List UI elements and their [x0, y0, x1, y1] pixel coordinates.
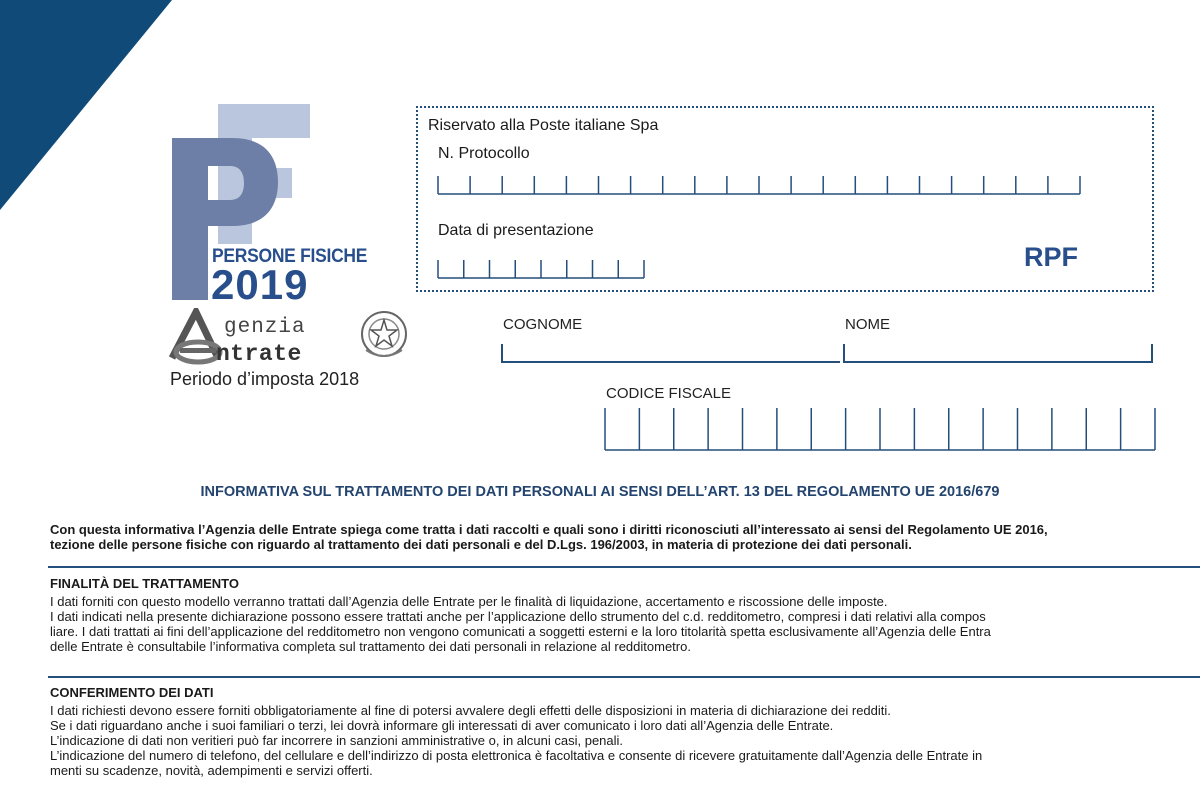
- section-body-finalita: [50, 594, 991, 654]
- body-line: Se i dati riguardano anche i suoi familiari o terzi, lei dovrà informare gli interessati di aver comunicato i loro dati all’Agenzia delle Entrate.: [50, 718, 834, 733]
- intro-line: Con questa informativa l’Agenzia delle Entrate spiega come tratta i dati raccolti e quali sono i diritti riconosciuti all’interessato ai sensi del Regolamento UE 2016,: [50, 522, 1048, 537]
- agency-name-line1: genzia: [224, 316, 306, 339]
- pf-logo: [160, 104, 410, 394]
- agency-name-line2: ntrate: [216, 341, 302, 367]
- privacy-intro: [50, 522, 1048, 552]
- tax-code-label: CODICE FISCALE: [606, 385, 732, 402]
- submission-date-field[interactable]: [436, 256, 646, 280]
- surname-field[interactable]: [500, 340, 842, 366]
- section-body-conferimento: [50, 703, 982, 778]
- body-line: L’indicazione del numero di telefono, del cellulare e dell’indirizzo di posta elettronica è facoltativa e consente di ricevere gratuitamente dall’Agenzia delle Entrate in: [50, 748, 983, 763]
- intro-line: tezione delle persone fisiche con riguardo al trattamento dei dati personali e del D.Lgs. 196/2003, in materia di protezione dei dati personali.: [50, 537, 912, 552]
- body-line: I dati richiesti devono essere forniti obbligatoriamente al fine di potersi avvalere degli effetti delle disposizioni in materia di dichiarazione dei redditi.: [50, 703, 891, 718]
- logo-year: 2019: [211, 261, 309, 308]
- name-label: NOME: [845, 316, 890, 333]
- body-line: I dati indicati nella presente dichiarazione possono essere trattati anche per l’applicazione dello strumento del c.d. redditometro, compresi i dati relativi alla compos: [50, 609, 986, 624]
- corner-triangle: [0, 0, 180, 215]
- protocol-number-field[interactable]: [436, 172, 1082, 196]
- surname-label: COGNOME: [503, 316, 583, 333]
- section-title-conferimento: CONFERIMENTO DEI DATI: [50, 685, 214, 700]
- body-line: liare. I dati trattati ai fini dell’applicazione del redditometro non vengono comunicati a soggetti esterni e la loro titolarità spetta esclusivamente all’Agenzia delle Entra: [50, 624, 991, 639]
- section-divider: [48, 566, 1200, 568]
- body-line: L’indicazione di dati non veritieri può far incorrere in sanzioni amministrative o, in alcuni casi, penali.: [50, 733, 624, 748]
- section-divider: [48, 676, 1200, 678]
- tax-period: Periodo d’imposta 2018: [170, 369, 360, 389]
- submission-date-label: Data di presentazione: [438, 222, 594, 239]
- logo-title: PERSONE FISICHE: [212, 246, 368, 267]
- body-line: delle Entrate è consultabile l’informativa completa sul trattamento dei dati personali in relazione al redditometro.: [50, 639, 691, 654]
- form-code: RPF: [1024, 242, 1078, 272]
- section-title-finalita: FINALITÀ DEL TRATTAMENTO: [50, 576, 239, 591]
- protocol-label: N. Protocollo: [438, 145, 530, 162]
- reserved-title: Riservato alla Poste italiane Spa: [428, 117, 659, 134]
- privacy-heading: INFORMATIVA SUL TRATTAMENTO DEI DATI PERSONALI AI SENSI DELL’ART. 13 DEL REGOLAMENTO UE 2016/679: [200, 484, 1000, 500]
- tax-code-field[interactable]: [603, 404, 1157, 452]
- reserved-box: [416, 106, 1154, 292]
- republic-emblem-icon: [358, 306, 410, 362]
- name-field[interactable]: [842, 340, 1156, 366]
- body-line: I dati forniti con questo modello verranno trattati dall’Agenzia delle Entrate per le finalità di liquidazione, accertamento e riscossione delle imposte.: [50, 594, 888, 609]
- body-line: menti su scadenze, novità, adempimenti e servizi offerti.: [50, 763, 373, 778]
